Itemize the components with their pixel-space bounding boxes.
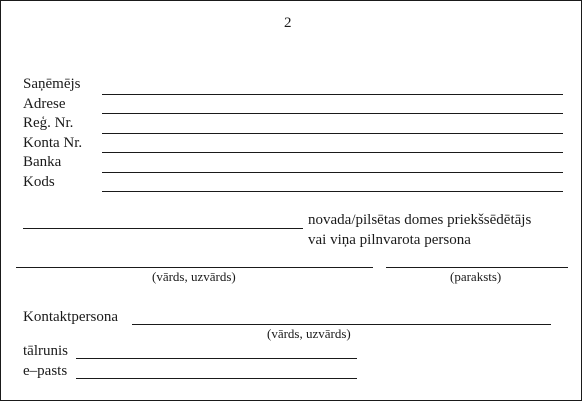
field-line-reg-no[interactable] [102, 133, 563, 134]
field-line-account-no[interactable] [102, 152, 563, 153]
field-line-recipient[interactable] [102, 94, 563, 95]
signature-caption: (paraksts) [450, 269, 502, 284]
field-label-bank: Banka [23, 154, 62, 170]
field-label-reg-no: Reģ. Nr. [23, 115, 74, 131]
field-line-code[interactable] [102, 191, 563, 192]
chairperson-title-line2: vai viņa pilnvarota persona [308, 232, 471, 248]
chairperson-name-line[interactable] [23, 228, 303, 229]
contact-person-label: Kontaktpersona [23, 309, 118, 325]
page-number: 2 [284, 15, 292, 31]
phone-line[interactable] [76, 358, 357, 359]
signature-line[interactable] [386, 267, 568, 268]
field-line-address[interactable] [102, 113, 563, 114]
name-signature-line[interactable] [16, 267, 373, 268]
field-label-recipient: Saņēmējs [23, 76, 81, 92]
email-label: e–pasts [23, 363, 68, 379]
field-label-code: Kods [23, 174, 55, 190]
field-line-bank[interactable] [102, 172, 563, 173]
phone-label: tālrunis [23, 343, 68, 359]
email-line[interactable] [76, 378, 357, 379]
chairperson-title-line1: novada/pilsētas domes priekšsēdētājs [308, 212, 532, 228]
name-caption: (vārds, uzvārds) [152, 269, 236, 284]
field-label-account-no: Konta Nr. [23, 135, 83, 151]
field-label-address: Adrese [23, 96, 66, 112]
contact-person-line[interactable] [132, 324, 551, 325]
contact-person-caption: (vārds, uzvārds) [267, 326, 351, 341]
